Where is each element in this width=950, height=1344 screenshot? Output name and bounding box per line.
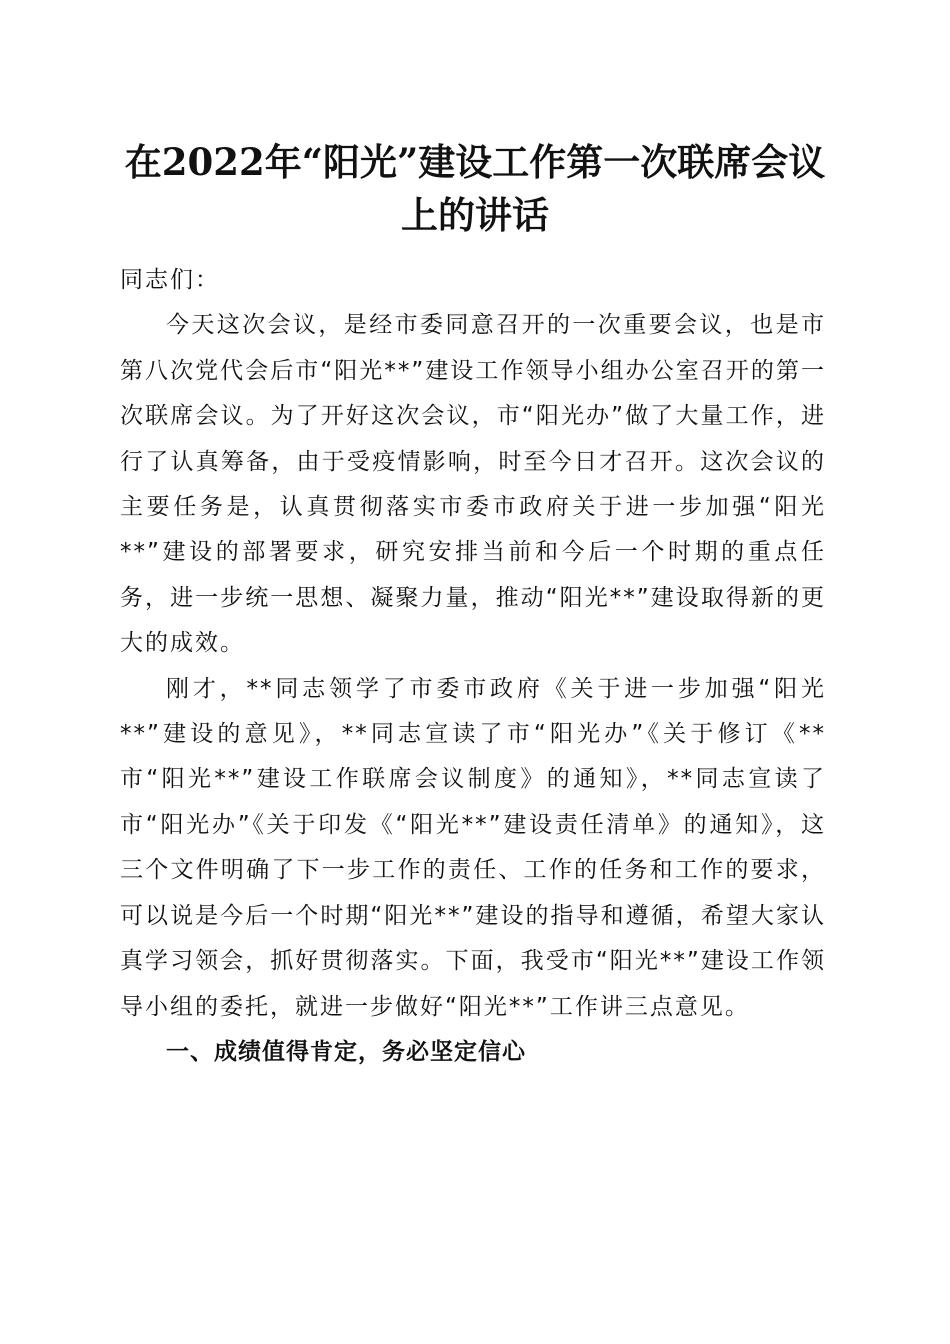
document-title xyxy=(100,136,850,242)
paragraph-documents: 刚才，**同志领学了市委市政府《关于进一步加强“阳光**”建设的意见》，**同志宣读了市“阳光办”《关于修订《**市“阳光**”建设工作联席会议制度》的通知》，**同志宣读了市“阳光办”《关于印发《“阳光**”建设责任清单》的通知》，这三个文件明确了下一步工作的责任、工作的任务和工作的要求，可以说是今后一个时期“阳光**”建设的指导和遵循，希望大家认真学习领会，抓好贯彻落实。下面，我受市“阳光**”建设工作领导小组的委托，就进一步做好“阳光**”工作讲三点意见。 xyxy=(120,675,826,1020)
document-body xyxy=(120,258,826,1075)
title-line-1: 在2022年“阳光”建设工作第一次联席会议 xyxy=(124,140,826,184)
title-line-2: 上的讲话 xyxy=(401,193,549,237)
paragraph-opening: 今天这次会议，是经市委同意召开的一次重要会议，也是市第八次党代会后市“阳光**”建设工作领导小组办公室召开的第一次联席会议。为了开好这次会议，市“阳光办”做了大量工作，进行了认真筹备，由于受疫情影响，时至今日才召开。这次会议的主要任务是，认真贯彻落实市委市政府关于进一步加强“阳光**”建设的部署要求，研究安排当前和今后一个时期的重点任务，进一步统一思想、凝聚力量，推动“阳光**”建设取得新的更大的成效。 xyxy=(120,312,826,657)
salutation: 同志们： xyxy=(120,267,220,293)
section-heading: 一、成绩值得肯定，务必坚定信心 xyxy=(166,1038,526,1065)
